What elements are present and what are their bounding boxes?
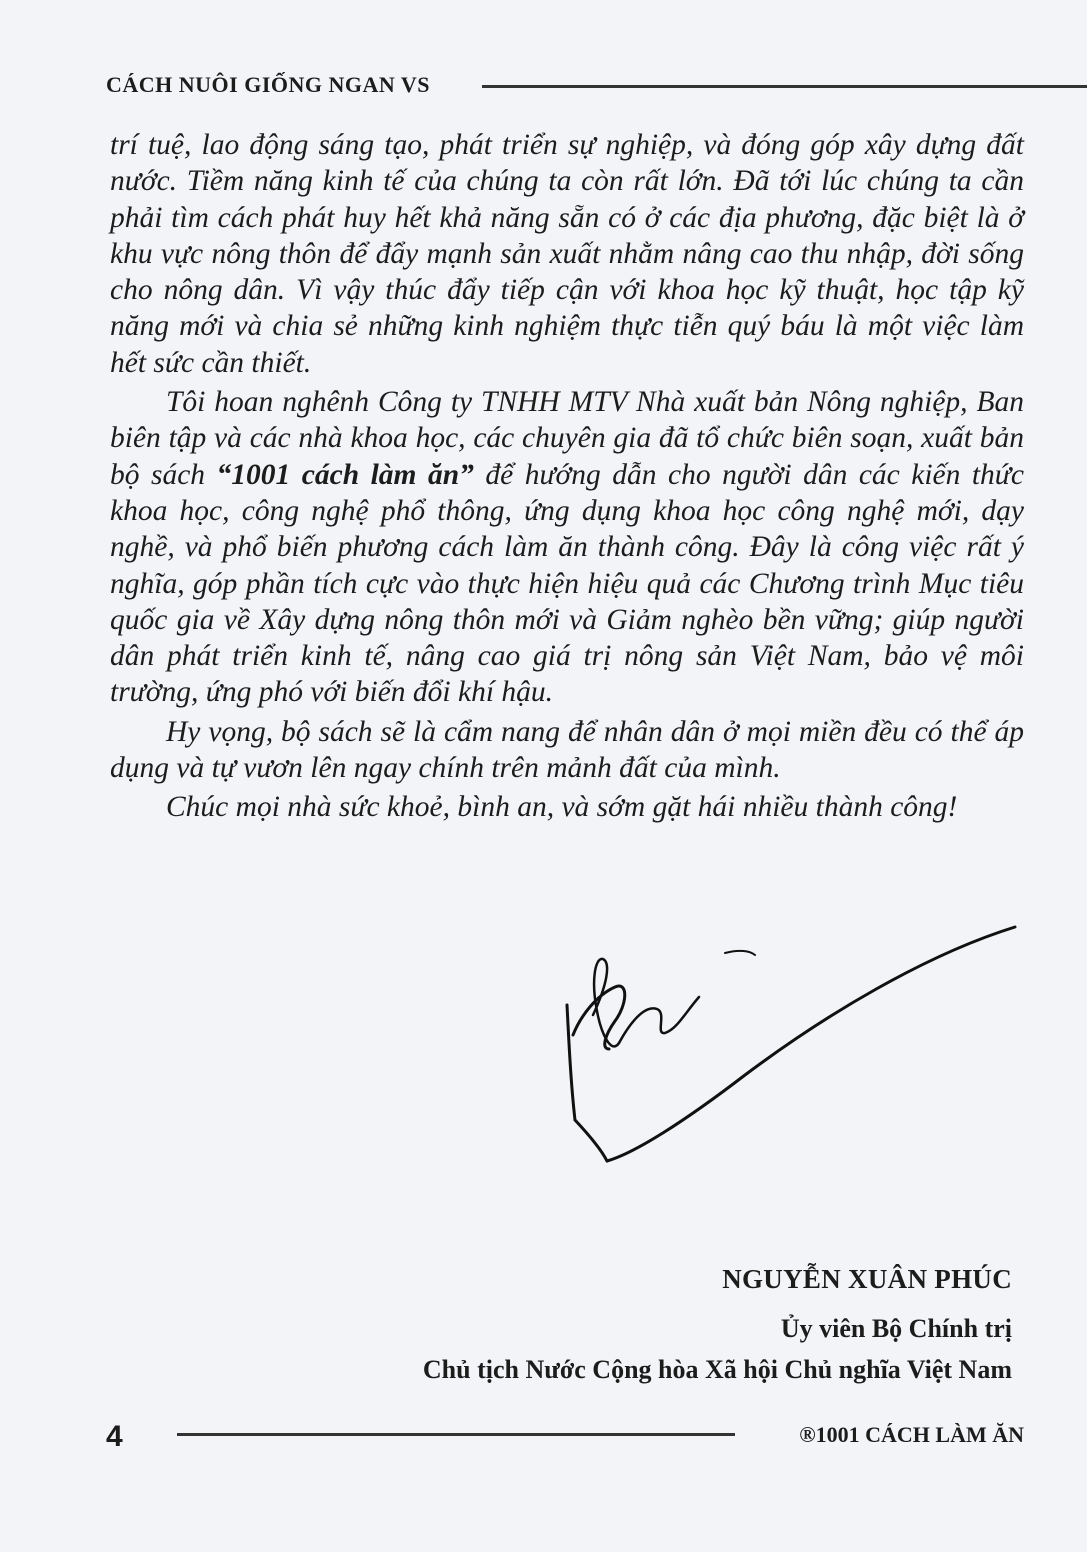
header-title: CÁCH NUÔI GIỐNG NGAN VS [106, 72, 431, 97]
signer-title-2: Chủ tịch Nước Cộng hòa Xã hội Chủ nghĩa Việt Nam [422, 1355, 1012, 1384]
paragraph-2 [110, 384, 1024, 711]
paragraph-3: Hy vọng, bộ sách sẽ là cẩm nang để nhân dân ở mọi miền đều có thể áp dụng và tự vươn lên ngay chính trên mảnh đất của mình. [110, 715, 1024, 785]
signature-icon [545, 925, 1025, 1195]
paragraph-4: Chúc mọi nhà sức khoẻ, bình an, và sớm gặt hái nhiều thành công! [166, 791, 958, 824]
signer-name: NGUYỄN XUÂN PHÚC [722, 1264, 1012, 1294]
paragraph-2-end: để hướng dẫn cho người dân các kiến thức khoa học, công nghệ phổ thông, ứng dụng khoa học công nghệ mới, dạy nghề, và phổ biến phương cách làm ăn thành công. Đây là công việc rất ý nghĩa, góp phần tích cực vào thực hiện hiệu quả các Chương trình Mục tiêu quốc gia về Xây dựng nông thôn mới và Giảm nghèo bền vững; giúp người dân phát triển kinh tế, nâng cao giá trị nông sản Việt Nam, bảo vệ môi trường, ứng phó với biến đổi khí hậu. [110, 458, 1024, 709]
header-rule [482, 85, 1087, 88]
footer-series-title: ®1001 CÁCH LÀM ĂN [799, 1422, 1024, 1447]
footer-rule [177, 1433, 735, 1436]
signer-title-1: Ủy viên Bộ Chính trị [780, 1314, 1012, 1343]
page-number: 4 [106, 1420, 123, 1453]
paragraph-2-start: Tôi hoan nghênh Công ty TNHH MTV Nhà xuất bản Nông nghiệp, Ban biên tập và các nhà khoa học, các chuyên gia đã tổ chức biên soạn, xuất bản bộ sách [110, 386, 1024, 491]
body-text [110, 127, 1024, 829]
book-title: “1001 cách làm ăn” [216, 458, 474, 491]
paragraph-1: trí tuệ, lao động sáng tạo, phát triển sự nghiệp, và đóng góp xây dựng đất nước. Tiềm năng kinh tế của chúng ta còn rất lớn. Đã tới lúc chúng ta cần phải tìm cách phát huy hết khả năng sẵn có ở các địa phương, đặc biệt là ở khu vực nông thôn để đẩy mạnh sản xuất nhằm nâng cao thu nhập, đời sống cho nông dân. Vì vậy thúc đẩy tiếp cận với khoa học kỹ thuật, học tập kỹ năng mới và chia sẻ những kinh nghiệm thực tiễn quý báu là một việc làm hết sức cần thiết. [110, 129, 1024, 379]
